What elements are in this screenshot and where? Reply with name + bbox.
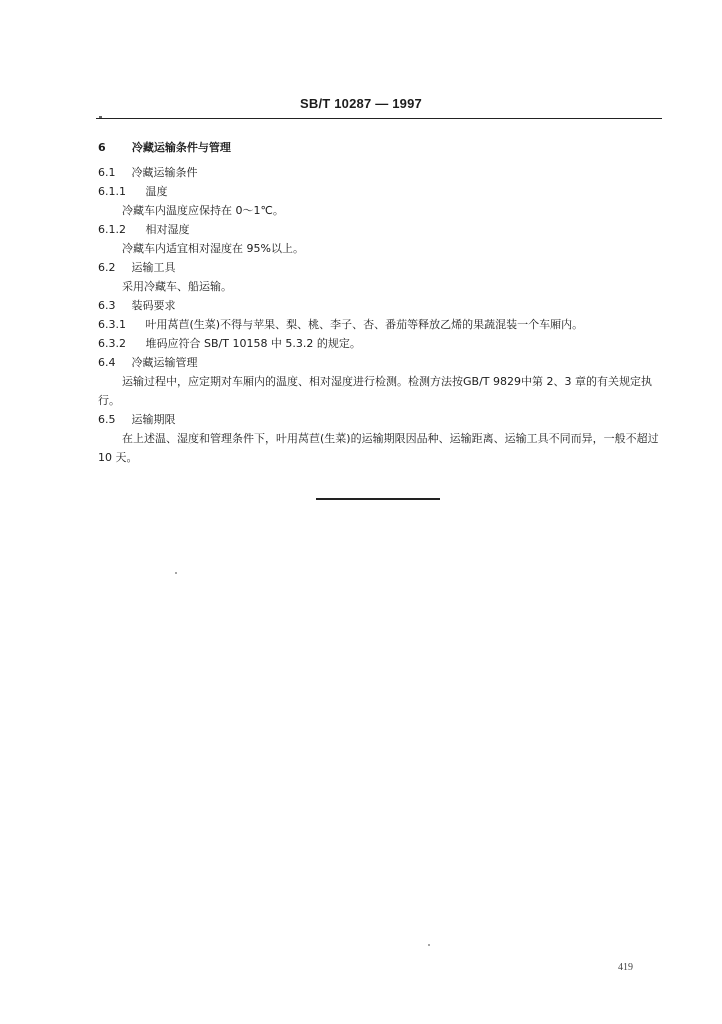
page-number: 419 (618, 962, 633, 973)
clause-6-5-paragraph: 在上述温、湿度和管理条件下，叶用莴苣(生菜)的运输期限因品种、运输距离、运输工具不同而异，一般不超过 10 天。 (98, 432, 659, 464)
clause-6-3-1 (98, 315, 662, 334)
clause-title: 相对湿度 (145, 223, 190, 236)
clause-number: 6.3.1 (98, 318, 126, 331)
clause-6-4 (98, 353, 662, 372)
clause-number: 6.1.1 (98, 185, 126, 198)
header-rule (96, 118, 662, 119)
end-of-text-rule (316, 498, 440, 500)
clause-6-1 (98, 163, 662, 182)
scan-speck (175, 572, 177, 574)
clause-number: 6.3 (98, 299, 116, 312)
clause-number: 6.4 (98, 356, 116, 369)
clause-body: 冷藏车内适宜相对湿度在 95%以上。 (122, 242, 304, 255)
section-title: 冷藏运输条件与管理 (131, 141, 231, 154)
clause-number: 6.2 (98, 261, 116, 274)
clause-6-2 (98, 258, 662, 277)
clause-title: 冷藏运输条件 (131, 166, 198, 179)
clause-title: 冷藏运输管理 (131, 356, 198, 369)
document-body (98, 138, 662, 467)
clause-6-5 (98, 410, 662, 429)
clause-6-3-2 (98, 334, 662, 353)
clause-number: 6.3.2 (98, 337, 126, 350)
page-header: SB/T 10287 — 1997 (300, 96, 422, 111)
clause-text: 堆码应符合 SB/T 10158 中 5.3.2 的规定。 (145, 337, 361, 350)
scan-speck (428, 944, 430, 946)
clause-body: 冷藏车内温度应保持在 0～1℃。 (122, 204, 284, 217)
clause-title: 运输工具 (131, 261, 176, 274)
clause-6-1-1 (98, 182, 662, 201)
clause-number: 6.5 (98, 413, 116, 426)
clause-number: 6.1 (98, 166, 116, 179)
section-number: 6 (98, 141, 106, 154)
clause-text: 叶用莴苣(生菜)不得与苹果、梨、桃、李子、杏、番茄等释放乙烯的果蔬混装一个车厢内。 (145, 318, 584, 331)
clause-number: 6.1.2 (98, 223, 126, 236)
clause-title: 温度 (145, 185, 168, 198)
clause-6-1-2 (98, 220, 662, 239)
clause-6-4-paragraph: 运输过程中，应定期对车厢内的温度、相对湿度进行检测。检测方法按GB/T 9829中第 2、3 章的有关规定执行。 (98, 375, 652, 407)
clause-title: 装码要求 (131, 299, 176, 312)
clause-title: 运输期限 (131, 413, 176, 426)
clause-body: 采用冷藏车、船运输。 (122, 280, 232, 293)
clause-6-3 (98, 296, 662, 315)
section-heading (98, 138, 662, 157)
